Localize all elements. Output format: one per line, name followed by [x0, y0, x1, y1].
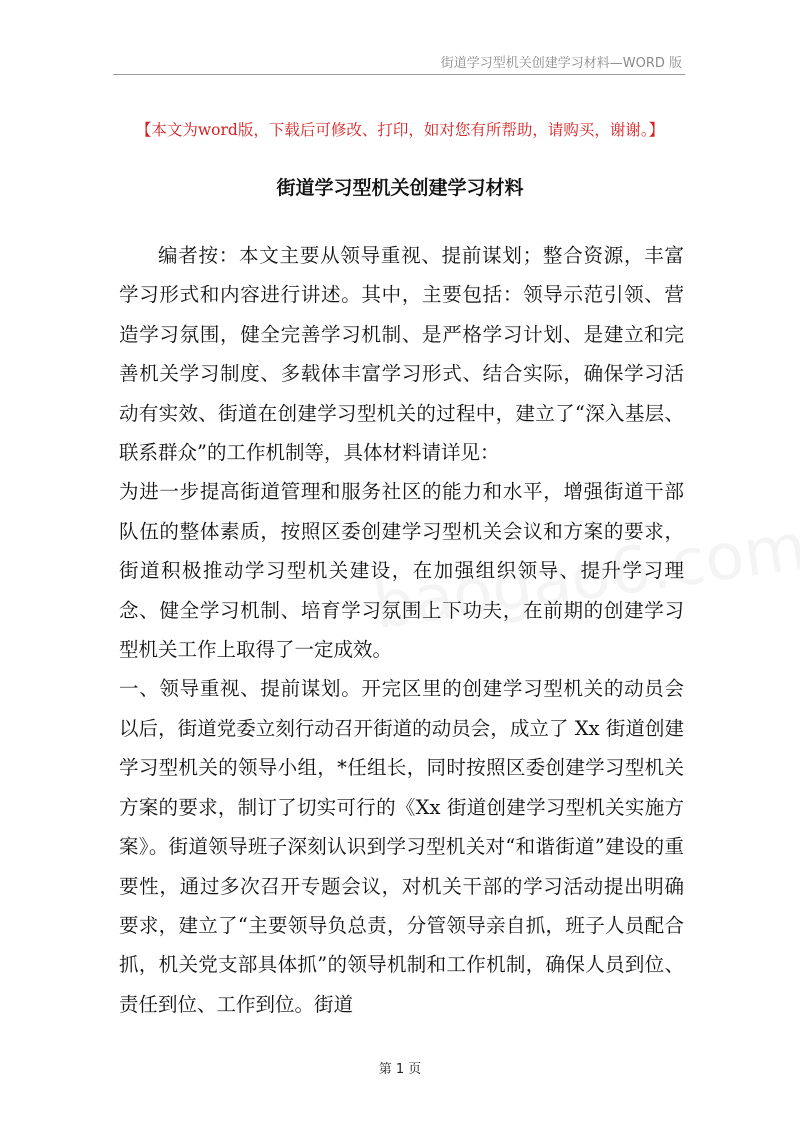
editor-note-paragraph: 编者按：本文主要从领导重视、提前谋划；整合资源，丰富学习形式和内容进行讲述。其中，主要包括：领导示范引领、营造学习氛围，健全完善学习机制、是严格学习计划、是建立和完善机关学习制度、多载体丰富学习形式、结合实际，确保学习活动有实效、街道在创建学习型机关的过程中，建立了“深入基层、联系群众”的工作机制等，具体材料请详见： — [119, 244, 684, 465]
body-paragraph: 一、领导重视、提前谋划。开完区里的创建学习型机关的动员会以后，街道党委立刻行动召开街道的动员会，成立了 Xx 街道创建学习型机关的领导小组，*任组长，同时按照区委创建学习型机关方案的要求，制订了切实可行的《Xx 街道创建学习型机关实施方案》。街道领导班子深刻认识到学习型机关对“和谐街道”建设的重要性，通过多次召开专题会议，对机关干部的学习活动提出明确要求，建立了“主要领导负总责，分管领导亲自抓，班子人员配合抓，机关党支部具体抓”的领导机制和工作机制，确保人员到位、责任到位、工作到位。街道 — [119, 677, 684, 1016]
purchase-notice: 【本文为word版，下载后可修改、打印，如对您有所帮助，请购买，谢谢。】 — [135, 121, 665, 139]
header-divider — [113, 74, 685, 75]
body-paragraph: 为进一步提高街道管理和服务社区的能力和水平，增强街道干部队伍的整体素质，按照区委创建学习型机关会议和方案的要求，街道积极推动学习型机关建设，在加强组织领导、提升学习理念、健全学习机制、培育学习氛围上下功夫，在前期的创建学习型机关工作上取得了一定成效。 — [119, 480, 684, 662]
document-body — [119, 236, 684, 1024]
page-number: 第 1 页 — [378, 1062, 422, 1077]
document-title: 街道学习型机关创建学习材料 — [276, 177, 524, 199]
running-header: 街道学习型机关创建学习材料—WORD 版 — [440, 56, 682, 71]
